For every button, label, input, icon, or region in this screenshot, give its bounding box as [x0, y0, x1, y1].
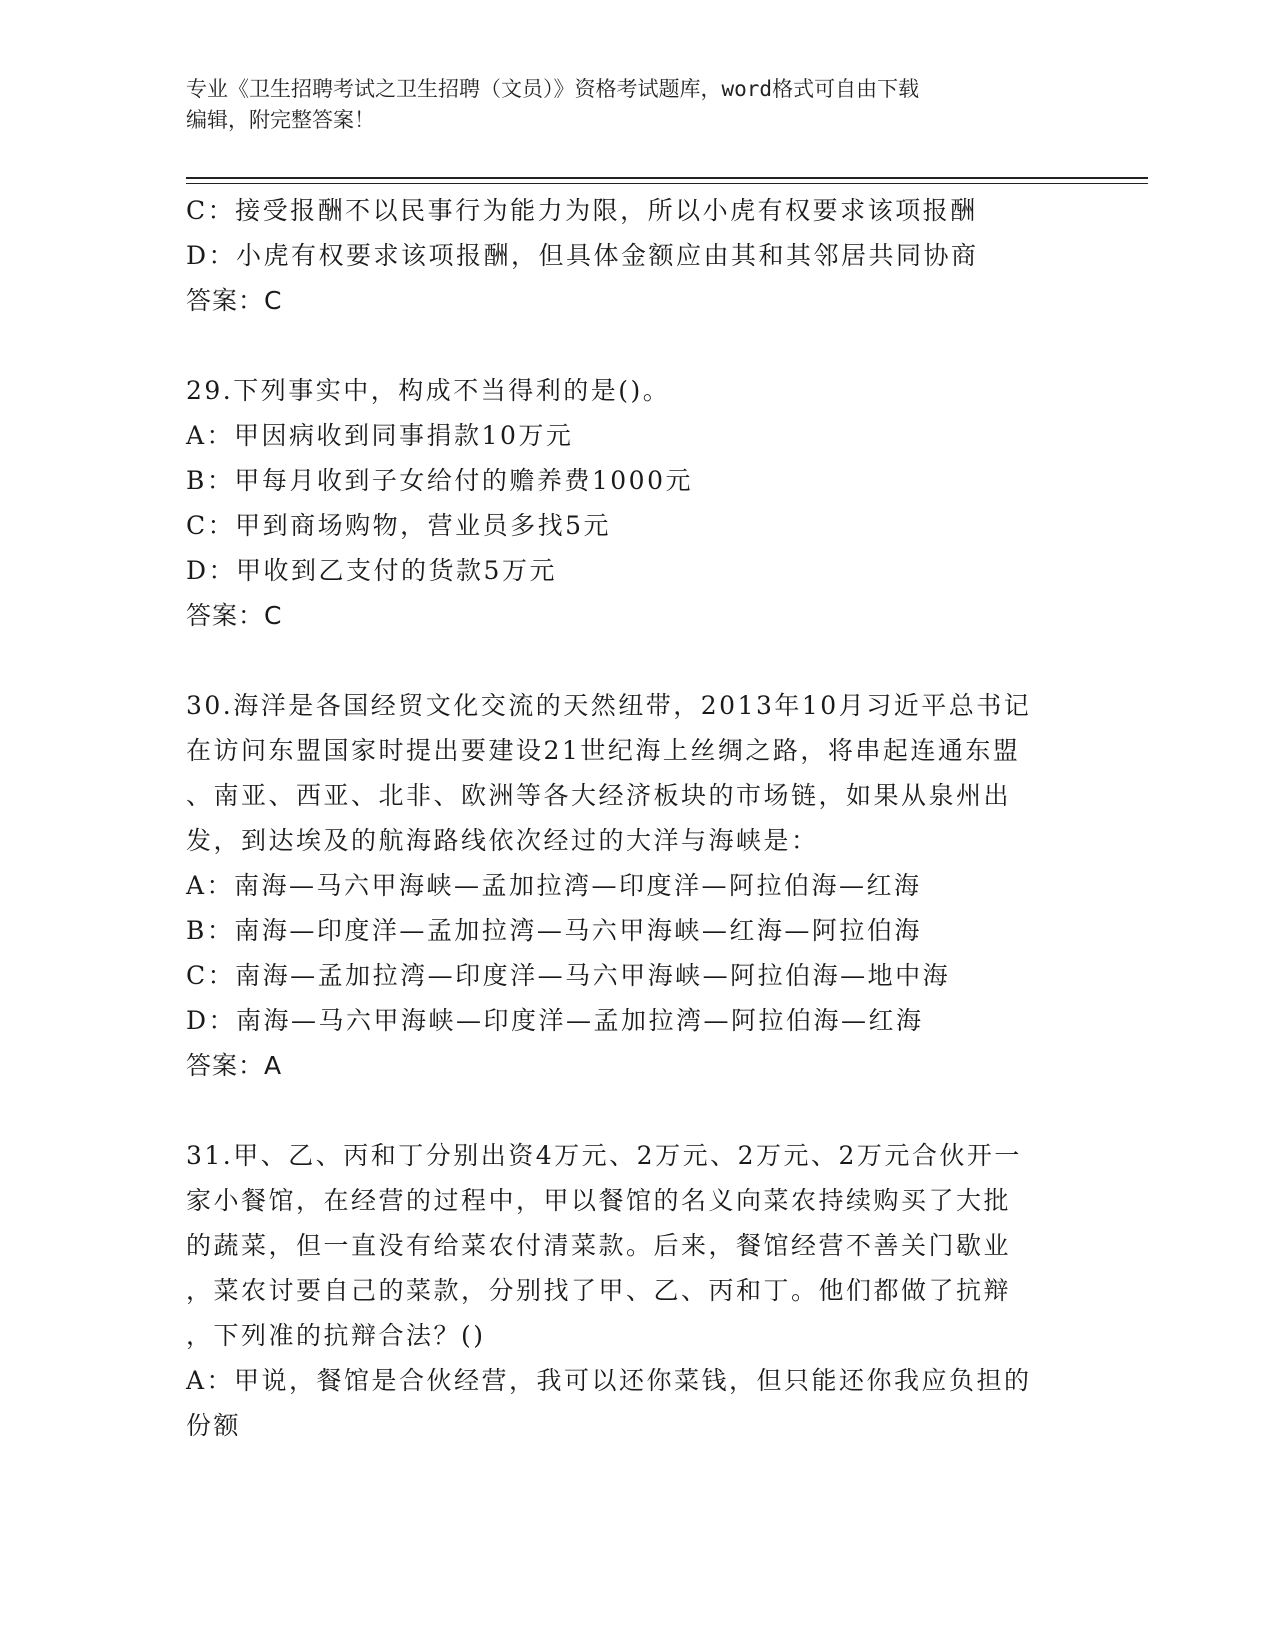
spacer [186, 323, 1086, 368]
option-d: D：南海—马六甲海峡—印度洋—孟加拉湾—阿拉伯海—红海 [186, 1006, 924, 1035]
question-29 [186, 368, 1086, 638]
question-stem-line: 、南亚、西亚、北非、欧洲等各大经济板块的市场链，如果从泉州出 [186, 781, 1012, 810]
question-30 [186, 683, 1086, 1088]
option-b: B：南海—印度洋—孟加拉湾—马六甲海峡—红海—阿拉伯海 [186, 916, 922, 945]
question-28-tail [186, 188, 1086, 323]
header-rule-thick [186, 177, 1148, 179]
document-body [186, 188, 1086, 1448]
question-stem-line: ，菜农讨要自己的菜款，分别找了甲、乙、丙和丁。他们都做了抗辩 [186, 1276, 1012, 1305]
answer: 答案：C [186, 601, 283, 630]
question-31 [186, 1133, 1086, 1448]
spacer [186, 638, 1086, 683]
header-line-1: 专业《卫生招聘考试之卫生招聘（文员）》资格考试题库，word格式可自由下载 [186, 77, 920, 101]
spacer [186, 1088, 1086, 1133]
option-d: D：小虎有权要求该项报酬，但具体金额应由其和其邻居共同协商 [186, 241, 979, 270]
question-stem-line: 的蔬菜，但一直没有给菜农付清菜款。后来，餐馆经营不善关门歇业 [186, 1231, 1012, 1260]
option-b: B：甲每月收到子女给付的赡养费1000元 [186, 466, 693, 495]
option-c: C：南海—孟加拉湾—印度洋—马六甲海峡—阿拉伯海—地中海 [186, 961, 951, 990]
page-header [186, 74, 1066, 136]
option-c: C：甲到商场购物，营业员多找5元 [186, 511, 612, 540]
option-a: A：南海—马六甲海峡—孟加拉湾—印度洋—阿拉伯海—红海 [186, 871, 922, 900]
header-line-2: 编辑，附完整答案！ [186, 108, 375, 132]
option-a-line: A：甲说，餐馆是合伙经营，我可以还你菜钱，但只能还你我应负担的 [186, 1366, 1032, 1395]
question-stem-line: 在访问东盟国家时提出要建设21世纪海上丝绸之路，将串起连通东盟 [186, 736, 1021, 765]
option-a-line: 份额 [186, 1411, 242, 1440]
answer: 答案：A [186, 1051, 283, 1080]
question-stem-line: ，下列准的抗辩合法？() [186, 1321, 486, 1350]
question-stem-line: 30.海洋是各国经贸文化交流的天然纽带，2013年10月习近平总书记 [186, 691, 1032, 720]
header-rule-thin [186, 183, 1148, 184]
answer: 答案：C [186, 286, 283, 315]
question-stem-line: 31.甲、乙、丙和丁分别出资4万元、2万元、2万元、2万元合伙开一 [186, 1141, 1022, 1170]
option-a: A：甲因病收到同事捐款10万元 [186, 421, 574, 450]
question-stem-line: 发，到达埃及的航海路线依次经过的大洋与海峡是： [186, 826, 819, 855]
question-stem: 29.下列事实中，构成不当得利的是()。 [186, 376, 671, 405]
option-d: D：甲收到乙支付的货款5万元 [186, 556, 557, 585]
question-stem-line: 家小餐馆，在经营的过程中，甲以餐馆的名义向菜农持续购买了大批 [186, 1186, 1012, 1215]
option-c: C：接受报酬不以民事行为能力为限，所以小虎有权要求该项报酬 [186, 196, 978, 225]
